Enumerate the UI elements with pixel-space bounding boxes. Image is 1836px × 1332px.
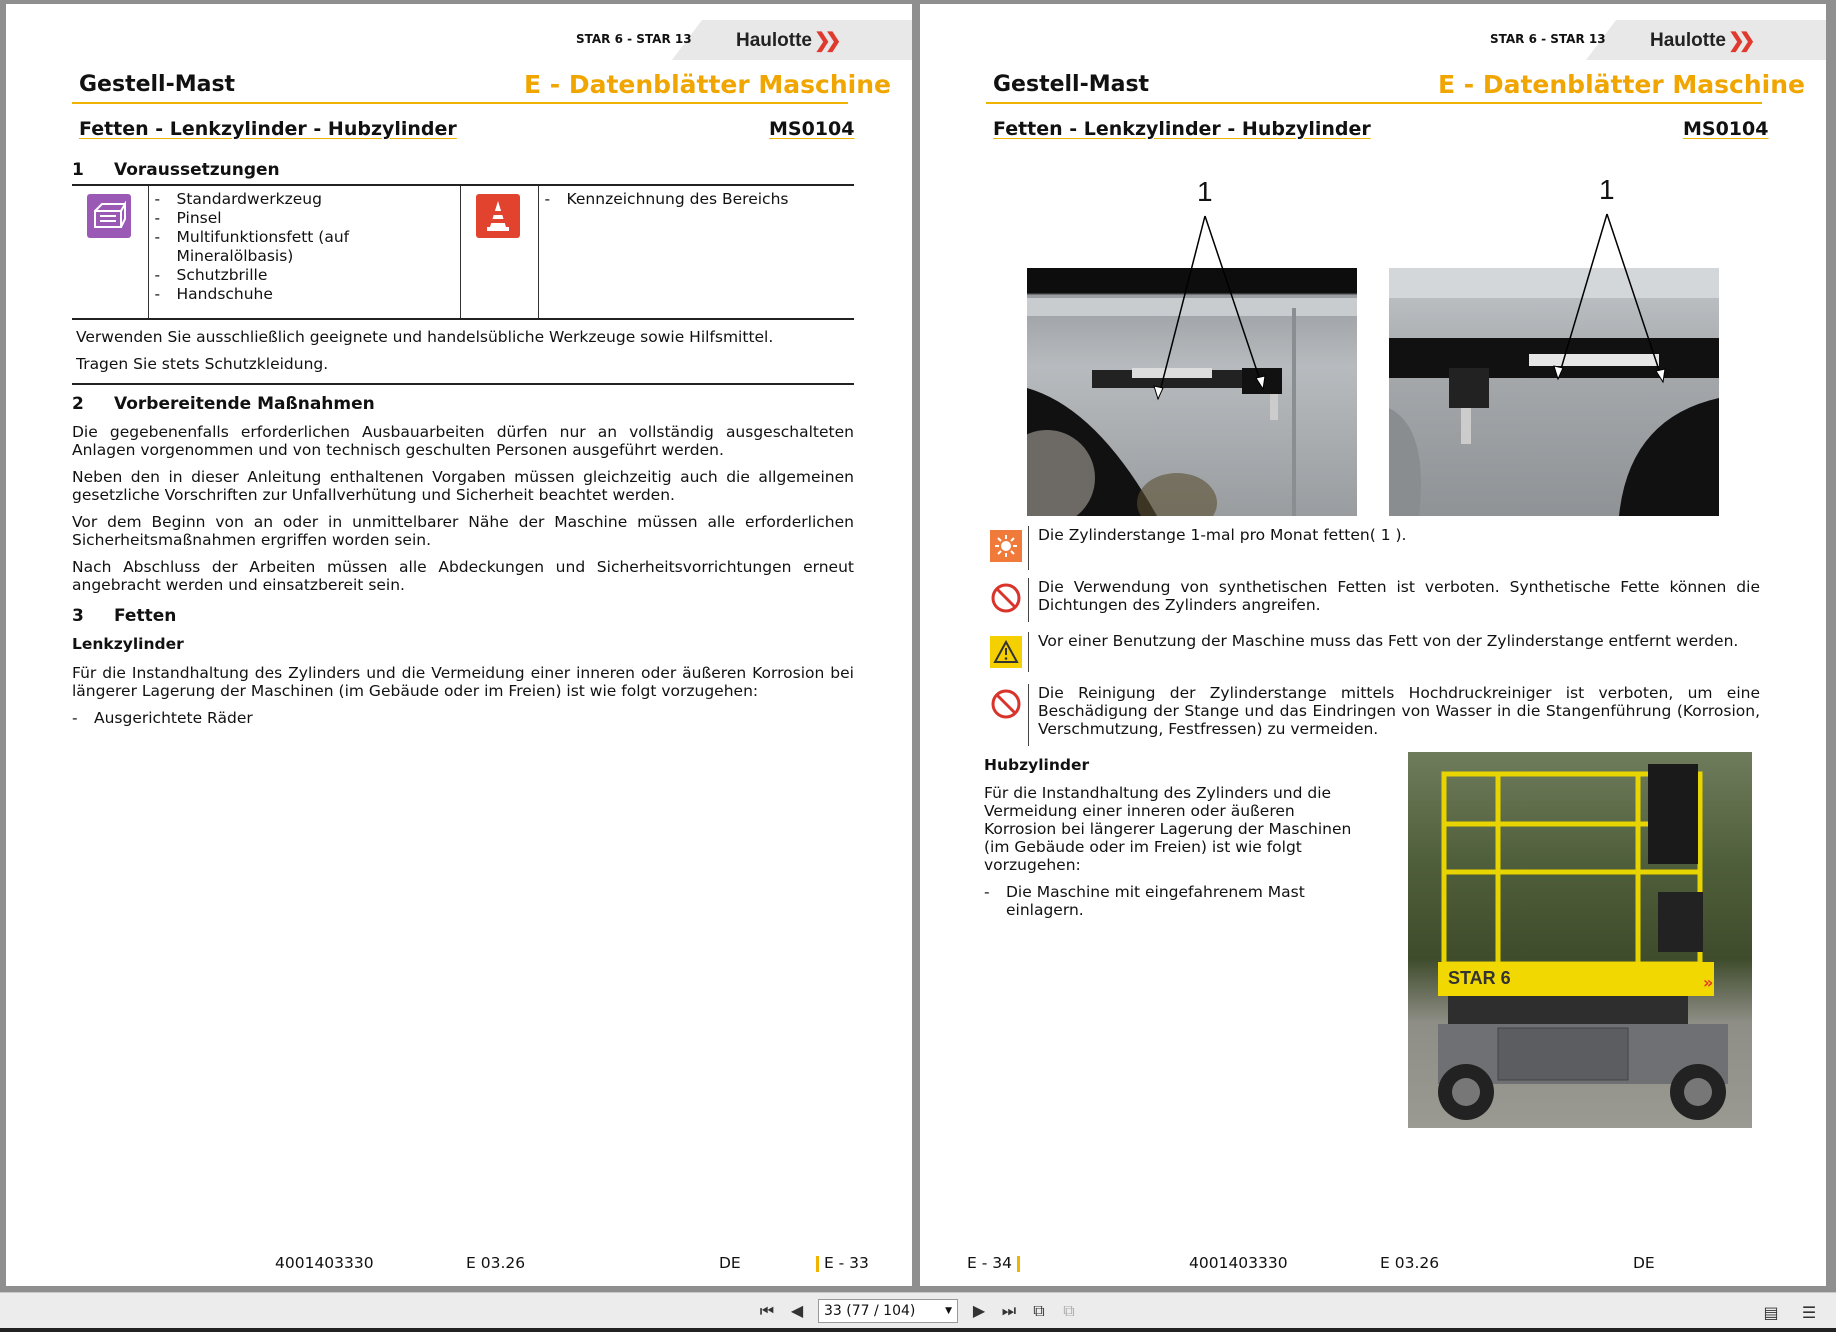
paragraph: Für die Instandhaltung des Zylinders und die Vermeidung einer inneren oder äußeren Korrosion bei längerer Lagerung der Maschinen (im Gebäude oder im Freien) ist wie folgt vorzugehen: [984,784,1352,874]
logo-text: Haulotte [736,29,812,51]
topic-title: Fetten - Lenkzylinder - Hubzylinder [79,118,457,140]
warning-pressure-washer [984,684,1760,746]
page-marker [1017,1256,1020,1272]
page-left [6,4,912,1286]
subheading-hubzylinder: Hubzylinder [984,756,1090,774]
area-list [538,185,854,319]
warning-text: Die Verwendung von synthetischen Fetten ist verboten. Synthetische Fette können die Dichtungen des Zylinders angreifen. [1028,578,1760,622]
subheading-lenkzylinder: Lenkzylinder [72,635,184,653]
svg-text:»: » [1703,973,1714,992]
paragraph: Nach Abschluss der Arbeiten müssen alle Abdeckungen und Sicherheitsvorrichtungen erneut angebracht werden und einsatzbereit sein. [72,558,854,594]
bottom-strip [0,1328,1836,1332]
section3-body [72,635,854,727]
list-item: - Ausgerichtete Räder [72,709,854,727]
sun-icon [990,530,1022,562]
callout-lines [920,164,1826,424]
tools-icon-cell [72,185,148,319]
tool-item: - Schutzbrille [155,266,454,285]
hub-section [984,756,1364,919]
tools-note [76,328,848,373]
paragraph: Für die Instandhaltung des Zylinders und die Vermeidung einer inneren oder äußeren Korrosion bei längerer Lagerung der Maschinen (im Gebäude oder im Freien) ist wie folgt vorzugehen: [72,664,854,700]
tools-list [148,185,460,319]
note-tools: Verwenden Sie ausschließlich geeignete und handelsübliche Werkzeuge sowie Hilfsmittel. [76,328,774,346]
requirements-table [72,184,854,320]
view-mode-controls [1756,1299,1824,1325]
previous-page-icon[interactable]: ◀ [790,1301,804,1320]
area-item: - Kennzeichnung des Bereichs [545,190,849,209]
chapter-title: E - Datenblätter Maschine [1438,70,1805,99]
warning-synthetic-grease [984,578,1760,622]
footer-page: E - 34 [967,1254,1020,1272]
page-number-field[interactable]: 33 (77 / 104) ▼ [818,1299,958,1323]
next-page-icon[interactable]: ▶ [972,1301,986,1320]
tool-item: - Multifunktionsfett (auf Mineralölbasis) [155,228,355,266]
footer-date: E 03.26 [1380,1254,1440,1272]
header-model: STAR 6 - STAR 13 [576,32,692,46]
paragraph: Vor dem Beginn von an oder in unmittelbarer Nähe der Maschine müssen alle erforderlichen Sicherheitsmaßnahmen ergriffen worden sein. [72,513,854,549]
first-page-icon[interactable]: ⏮ [759,1300,775,1320]
warn-icon-cell [984,578,1028,622]
logo-chevron-icon: ❯❯ [814,30,836,52]
paragraph: Die gegebenenfalls erforderlichen Ausbauarbeiten dürfen nur an vollständig ausgeschalteten Anlagen vorgenommen und von technisch geschulten Personen ausgeführt werden. [72,423,854,459]
footer-lang: DE [1633,1254,1655,1272]
section2-body [72,423,854,603]
divider [72,383,854,385]
warning-text: Die Reinigung der Zylinderstange mittels Hochdruckreiniger ist verboten, um eine Beschädigung der Stange und das Eindringen von Wasser in die Stangenführung (Korrosion, Verschmutzung, Festfressen) zu vermeiden. [1028,684,1760,746]
single-page-view-icon[interactable]: ▤ [1763,1302,1779,1322]
topic-code: MS0104 [1683,118,1769,140]
instruction-grease-monthly [984,526,1760,570]
paragraph: Neben den in dieser Anleitung enthaltenen Vorgaben müssen gleichzeitig auch die allgemeinen gesetzliche Vorschriften zur Unfallverhütung und Sicherheit beachtet werden. [72,468,854,504]
header-rule [986,102,1762,104]
heading-voraussetzungen: 1 Voraussetzungen [72,160,280,180]
warn-icon-cell [984,526,1028,570]
tool-item: - Pinsel [155,209,454,228]
topic-title: Fetten - Lenkzylinder - Hubzylinder [993,118,1371,140]
haulotte-logo [736,28,836,53]
prohibited-icon [990,582,1022,614]
section-title: Gestell-Mast [79,72,236,97]
warning-text: Die Zylinderstange 1-mal pro Monat fetten( 1 ). [1028,526,1760,570]
topic-code: MS0104 [769,118,855,140]
prohibited-icon [990,688,1022,720]
page-marker [816,1256,819,1272]
note-clothing: Tragen Sie stets Schutzkleidung. [76,355,329,373]
footer-lang: DE [719,1254,741,1272]
warning-triangle-icon [990,636,1022,668]
footer-date: E 03.26 [466,1254,526,1272]
cone-icon-cell [460,185,538,319]
footer-doc: 4001403330 [1189,1254,1288,1272]
copy-page-icon[interactable]: ⧉ [1033,1300,1045,1320]
traffic-cone-icon [476,194,520,238]
header-rule [72,102,848,104]
paste-page-icon[interactable]: ⧉ [1063,1300,1075,1320]
toolbox-icon [87,194,131,238]
warning-text: Vor einer Benutzung der Maschine muss das Fett von der Zylinderstange entfernt werden. [1028,632,1760,672]
tool-item: - Handschuhe [155,285,454,304]
logo-chevron-icon: ❯❯ [1728,30,1750,52]
header-model: STAR 6 - STAR 13 [1490,32,1606,46]
chapter-title: E - Datenblätter Maschine [524,70,891,99]
machine-photo [1408,752,1752,1128]
list-item: - Die Maschine mit eingefahrenem Mast einlagern. [984,883,1364,919]
last-page-icon[interactable]: ⏭ [1001,1300,1017,1320]
footer-page: E - 33 [816,1254,869,1272]
callout-label: 1 [1197,176,1213,207]
heading-vorbereitende: 2 Vorbereitende Maßnahmen [72,394,375,414]
haulotte-logo [1650,28,1750,53]
dropdown-arrow-icon[interactable]: ▼ [945,1305,952,1316]
warn-icon-cell [984,684,1028,746]
heading-fetten: 3 Fetten [72,606,177,626]
machine-label: STAR 6 [1448,968,1511,988]
page-right [920,4,1826,1286]
continuous-view-icon[interactable]: ☰ [1801,1302,1817,1322]
tool-item: - Standardwerkzeug [155,190,454,209]
warning-remove-grease [984,632,1760,672]
footer-doc: 4001403330 [275,1254,374,1272]
callout-label: 1 [1599,174,1615,205]
page-navigation-toolbar [0,1292,1836,1328]
warn-icon-cell [984,632,1028,672]
logo-text: Haulotte [1650,29,1726,51]
section-title: Gestell-Mast [993,72,1150,97]
